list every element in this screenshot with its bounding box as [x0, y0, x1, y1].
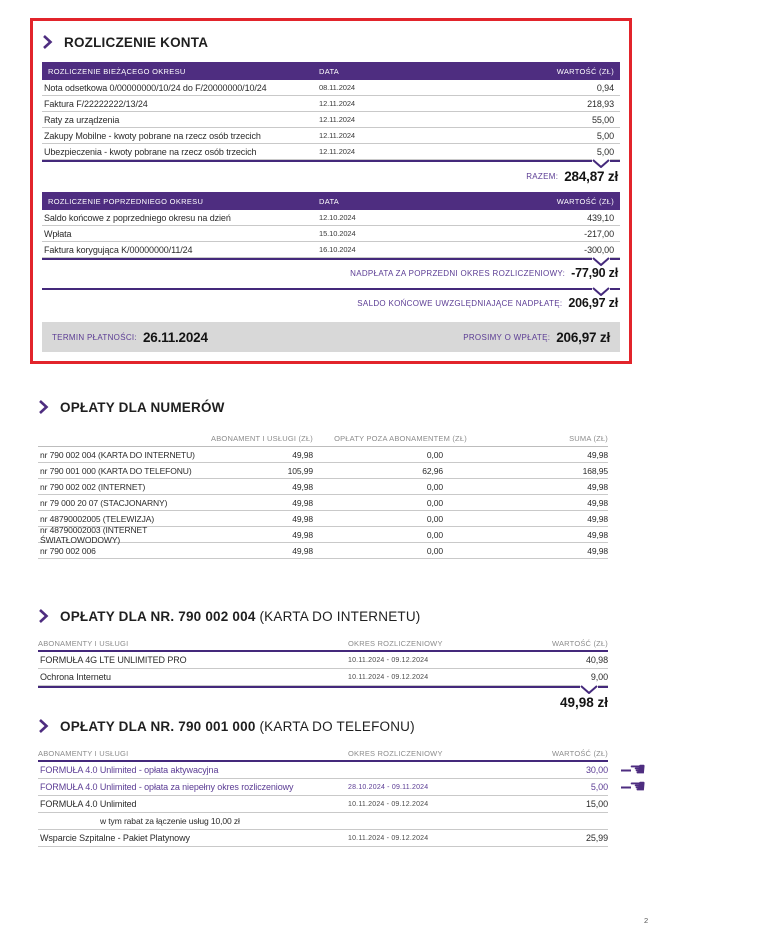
- row-value: 0,94: [596, 82, 614, 93]
- row-value: 25,99: [585, 833, 608, 843]
- phone-table-header: [38, 746, 608, 762]
- row-extra: 0,00: [426, 497, 443, 508]
- row-label: Wpłata: [44, 228, 72, 239]
- row-value: -217,00: [584, 228, 614, 239]
- row-subscription: 49,98: [292, 545, 313, 556]
- hand-glyph: ☚: [629, 775, 646, 798]
- row-extra: 62,96: [422, 465, 443, 476]
- section-title-number: OPŁATY DLA NR. 790 001 000: [60, 718, 256, 734]
- column-header: DATA: [319, 66, 340, 76]
- column-header: OKRES ROZLICZENIOWY: [348, 638, 443, 648]
- final-balance-label: SALDO KOŃCOWE UWZGLĘDNIAJĄCE NADPŁATĘ:: [357, 298, 563, 308]
- row-date: 16.10.2024: [319, 245, 356, 254]
- table-row: [42, 96, 620, 112]
- column-header: WARTOŚĆ (ZŁ): [551, 638, 608, 648]
- row-value: 5,00: [596, 146, 614, 157]
- row-number: nr 790 002 004 (KARTA DO INTERNETU): [40, 449, 195, 460]
- final-balance-value: 206,97 zł: [568, 296, 618, 310]
- row-subscription: 49,98: [292, 497, 313, 508]
- row-sum: 168,95: [582, 465, 608, 476]
- row-label: Zakupy Mobilne - kwoty pobrane na rzecz osób trzecich: [44, 130, 261, 141]
- chevron-down-icon: [592, 287, 610, 296]
- row-value: 15,00: [585, 799, 608, 809]
- column-header: SUMA (ZŁ): [569, 434, 608, 443]
- section-title: [60, 609, 421, 624]
- due-date-value: 26.11.2024: [142, 329, 208, 345]
- row-date: 12.11.2024: [319, 147, 355, 156]
- internet-table-header: [38, 636, 608, 652]
- row-period: 10.11.2024 - 09.12.2024: [348, 673, 429, 681]
- chevron-right-icon: [38, 608, 49, 624]
- chevron-down-icon: [592, 257, 610, 266]
- row-value: 439,10: [587, 212, 614, 223]
- table-row: [42, 112, 620, 128]
- row-extra: 0,00: [426, 529, 443, 540]
- row-value: 55,00: [591, 114, 614, 125]
- row-value: 30,00: [585, 765, 608, 775]
- row-label: Faktura korygująca K/00000000/11/24: [44, 244, 193, 255]
- fees-internet-card-section: [38, 608, 608, 716]
- total-label: RAZEM:: [526, 171, 559, 181]
- row-period: 10.11.2024 - 09.12.2024: [348, 834, 429, 842]
- column-header: ROZLICZENIE BIEŻĄCEGO OKRESU: [48, 66, 186, 76]
- previous-period-table-header: [42, 192, 620, 210]
- table-row: [38, 796, 608, 813]
- row-label: FORMUŁA 4.0 Unlimited: [40, 799, 137, 809]
- chevron-right-icon: [38, 399, 49, 415]
- total-value: -77,90 zł: [571, 266, 618, 280]
- previous-period-total: [42, 260, 620, 286]
- row-sum: 49,98: [587, 545, 608, 556]
- page-number: 2: [644, 916, 649, 925]
- fees-phone-card-section: [38, 718, 646, 847]
- payment-due: [52, 330, 208, 345]
- row-date: 08.11.2024: [319, 83, 355, 92]
- row-sum: 49,98: [587, 513, 608, 524]
- table-row: [38, 543, 608, 559]
- column-header: OKRES ROZLICZENIOWY: [348, 748, 443, 758]
- table-row: [38, 447, 608, 463]
- table-row: [38, 524, 608, 545]
- row-subscription: 49,98: [292, 513, 313, 524]
- chevron-right-icon: [42, 34, 53, 50]
- table-row: [42, 128, 620, 144]
- section-header-numbers: [38, 399, 608, 415]
- row-label: Ubezpieczenia - kwoty pobrane na rzecz osób trzecich: [44, 146, 257, 157]
- table-row: [38, 830, 608, 847]
- row-label: FORMUŁA 4.0 Unlimited - opłata aktywacyjna: [40, 765, 219, 775]
- row-number: nr 48790002005 (TELEWIZJA): [40, 513, 155, 524]
- row-extra: 0,00: [426, 545, 443, 556]
- row-label: Saldo końcowe z poprzedniego okresu na dzień: [44, 212, 231, 223]
- section-header-internet-card: [38, 608, 608, 624]
- table-row: [38, 495, 608, 511]
- row-label: Wsparcie Szpitalne - Pakiet Platynowy: [40, 833, 190, 843]
- row-date: 12.11.2024: [319, 131, 355, 140]
- row-number: nr 790 002 002 (INTERNET): [40, 481, 146, 492]
- row-subscription: 49,98: [292, 481, 313, 492]
- section-title: [60, 719, 415, 734]
- row-subscription: 105,99: [287, 465, 313, 476]
- table-row: [42, 210, 620, 226]
- pay-label: PROSIMY O WPŁATĘ:: [463, 332, 551, 342]
- numbers-table: [38, 447, 608, 559]
- row-period: 28.10.2024 - 09.11.2024: [348, 783, 429, 791]
- row-value: 9,00: [590, 672, 608, 682]
- row-sum: 49,98: [587, 497, 608, 508]
- section-title-type: (KARTA DO TELEFONU): [259, 718, 415, 734]
- row-value: 218,93: [587, 98, 614, 109]
- row-date: 15.10.2024: [319, 229, 356, 238]
- row-sum: 49,98: [587, 529, 608, 540]
- column-header: ABONAMENTY I USŁUGI: [38, 748, 129, 758]
- table-row: [38, 652, 608, 669]
- row-label: Faktura F/22222222/13/24: [44, 98, 148, 109]
- section-title-number: OPŁATY DLA NR. 790 002 004: [60, 608, 256, 624]
- row-date: 12.11.2024: [319, 115, 355, 124]
- chevron-down-icon: [580, 685, 598, 694]
- column-header: ABONAMENT I USŁUGI (ZŁ): [211, 434, 313, 443]
- row-extra: 0,00: [426, 513, 443, 524]
- row-label: Ochrona Internetu: [40, 672, 111, 682]
- table-row: [42, 242, 620, 258]
- table-row-highlighted: [38, 775, 646, 798]
- payment-amount: [463, 330, 610, 345]
- row-number: nr 790 001 000 (KARTA DO TELEFONU): [40, 465, 192, 476]
- row-label: Raty za urządzenia: [44, 114, 120, 125]
- section-title: OPŁATY DLA NUMERÓW: [60, 399, 225, 415]
- row-period: 10.11.2024 - 09.12.2024: [348, 800, 429, 808]
- row-period: 10.11.2024 - 09.12.2024: [348, 656, 429, 664]
- row-number: nr 79 000 20 07 (STACJONARNY): [40, 497, 168, 508]
- pay-value: 206,97 zł: [556, 329, 610, 345]
- table-row: [42, 80, 620, 96]
- chevron-down-icon: [592, 159, 610, 168]
- column-header: ABONAMENTY I USŁUGI: [38, 638, 129, 648]
- column-header: WARTOŚĆ (ZŁ): [556, 196, 614, 206]
- table-row-highlighted: [38, 758, 646, 781]
- row-subscription: 49,98: [292, 529, 313, 540]
- total-label: NADPŁATA ZA POPRZEDNI OKRES ROZLICZENIOWY:: [350, 268, 566, 278]
- column-header: DATA: [319, 196, 340, 206]
- row-label: FORMUŁA 4G LTE UNLIMITED PRO: [40, 655, 187, 665]
- table-row: [42, 226, 620, 242]
- row-number: nr 790 002 006: [40, 545, 96, 556]
- row-extra: 0,00: [426, 449, 443, 460]
- current-period-table: [42, 80, 620, 162]
- account-settlement-box: [30, 18, 632, 364]
- final-balance-row: [42, 290, 620, 316]
- current-period-table-header: [42, 62, 620, 80]
- phone-table: [38, 758, 646, 847]
- section-title: ROZLICZENIE KONTA: [64, 34, 209, 50]
- fees-per-number-section: [38, 399, 608, 559]
- section-title-type: (KARTA DO INTERNETU): [259, 608, 421, 624]
- section-header-phone-card: [38, 718, 608, 734]
- row-date: 12.11.2024: [319, 99, 355, 108]
- table-row: [38, 669, 608, 686]
- row-date: 12.10.2024: [319, 213, 356, 222]
- row-sum: 49,98: [587, 481, 608, 492]
- row-subscription: 49,98: [292, 449, 313, 460]
- due-date-label: TERMIN PŁATNOŚCI:: [52, 332, 137, 342]
- divider-line: [42, 288, 620, 290]
- previous-period-table: [42, 210, 620, 260]
- total-value: 284,87 zł: [564, 168, 618, 184]
- row-label: Nota odsetkowa 0/00000000/10/24 do F/20000000/10/24: [44, 82, 267, 93]
- numbers-table-header: [38, 429, 608, 447]
- column-header: OPŁATY POZA ABONAMENTEM (ZŁ): [334, 434, 467, 443]
- row-extra: 0,00: [426, 481, 443, 492]
- row-value: 5,00: [590, 782, 608, 792]
- table-row: [38, 479, 608, 495]
- table-subrow-discount: [38, 813, 608, 830]
- row-label: FORMUŁA 4.0 Unlimited - opłata za niepełny okres rozliczeniowy: [40, 782, 294, 792]
- internet-table: [38, 652, 608, 688]
- hand-pointer-icon: [621, 775, 646, 798]
- row-value: 5,00: [596, 130, 614, 141]
- table-row: [42, 144, 620, 160]
- payment-bar: [42, 322, 620, 352]
- row-value: 40,98: [585, 655, 608, 665]
- row-value: -300,00: [584, 244, 614, 255]
- section-header-account: [42, 30, 620, 54]
- chevron-right-icon: [38, 718, 49, 734]
- current-period-total: [42, 162, 620, 190]
- hand-glyph: ☚: [629, 758, 646, 781]
- row-number: nr 48790002003 (INTERNET ŚWIATŁOWODOWY): [40, 524, 148, 545]
- column-header: WARTOŚĆ (ZŁ): [556, 66, 614, 76]
- column-header: WARTOŚĆ (ZŁ): [551, 748, 608, 758]
- internet-total: 49,98 zł: [559, 694, 608, 710]
- row-sum: 49,98: [587, 449, 608, 460]
- column-header: ROZLICZENIE POPRZEDNIEGO OKRESU: [48, 196, 204, 206]
- table-row: [38, 463, 608, 479]
- row-label: w tym rabat za łączenie usług 10,00 zł: [100, 816, 240, 826]
